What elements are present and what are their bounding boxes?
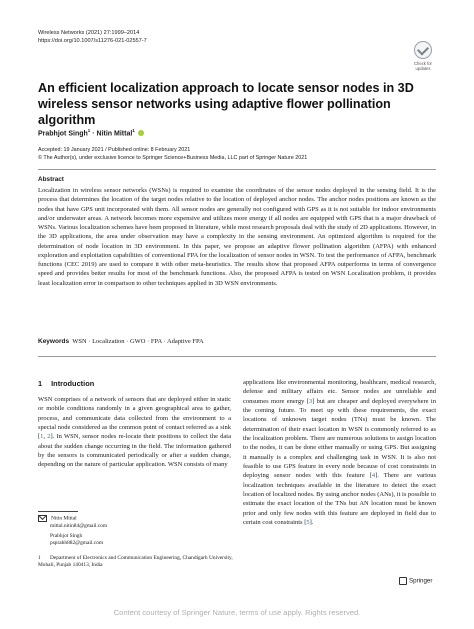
section-number: 1 bbox=[38, 379, 43, 388]
divider bbox=[38, 169, 436, 170]
coauthor-contact bbox=[38, 533, 103, 548]
copyright-line: © The Author(s), under exclusive licence to Springer Science+Business Media, LLC part of Springer Nature 2021 bbox=[38, 155, 308, 161]
body-text: applications like environmental monitoring, healthcare, medical research, defense and military affairs etc. Sensor nodes are unreliable and consumes more energy [ bbox=[243, 379, 436, 405]
author-separator: · bbox=[90, 130, 97, 138]
body-text: ]. In WSN, sensor nodes re-locate their positions to collect the data about the sudden change occurring in the field. The information gathered by the sensors is communicated periodically or after a sudden change, depending on the nature of particular application. WSN consists of many bbox=[38, 433, 232, 469]
doi-link[interactable]: https://doi.org/10.1007/s11276-021-02557-7 bbox=[38, 38, 147, 44]
affiliation-marker: 1 bbox=[132, 128, 135, 133]
paper-title: An efficient localization approach to locate sensor nodes in 3D wireless sensor networks using adaptive flower pollination algorithm bbox=[38, 81, 414, 127]
affiliation-number: 1 bbox=[38, 555, 41, 561]
affiliation-marker: 1 bbox=[87, 128, 91, 133]
body-text: ]. There are various localization techniques available in the literature to detect the exact location of localized nodes. By using anchor nodes (ANs), it is possible to estimate the exact location of the TNs but AN location must be known prior and only few nodes with this feature are deployed in field due to certain cost constraints [ bbox=[243, 472, 436, 527]
coauthor-email[interactable]: psprabh882@gmail.com bbox=[50, 540, 104, 547]
check-updates-line1: Check for bbox=[414, 61, 432, 66]
author-name[interactable]: Prabhjot Singh bbox=[38, 130, 88, 138]
author-name[interactable]: Nitin Mittal bbox=[96, 130, 133, 138]
body-column-right bbox=[243, 378, 436, 528]
check-for-updates-button[interactable] bbox=[406, 41, 440, 71]
author-list bbox=[38, 126, 144, 138]
keywords bbox=[38, 338, 204, 345]
body-text: ]. bbox=[309, 519, 314, 527]
section-title: Introduction bbox=[51, 379, 95, 388]
check-updates-line2: updates bbox=[415, 66, 431, 71]
section-heading bbox=[38, 379, 94, 388]
orcid-icon[interactable] bbox=[138, 130, 144, 136]
body-text: WSN comprises of a network of sensors that are deployed either in static or mobile conditions randomly in a given geographical area to gather, process, and communicate data collected from the environment to a special node considered as the common point of contact referred as a sink [ bbox=[38, 396, 231, 441]
abstract-text: Localization in wireless sensor networks (WSNs) is required to examine the coordinates of the sensor nodes deployed in the sensing field. It is the process that determines the location of the target nodes relative to the location of deployed anchor nodes. The anchor nodes positions are known as the nodes that have GPS unit incorporated with them. All sensor nodes are generally not configured with GPS as it is not suitable for indoor environments and/or underwater areas. A network becomes more expensive and utilizes more energy if all nodes are equipped with GPS that is a major drawback of WSNs. Various localization schemes have been proposed in literature, while most research proposals deal with the study of 2D applications. However, in the 3D applications, the area under observation may have a complexity in the sensing environment. An optimized algorithm is required for the determination of node location in 3D environment. In this paper, we propose an adaptive flower pollination algorithm (AFPA) with enhanced exploration and exploitation capabilities of conventional FPA for the localization of sensor nodes in WSN. To test the performance of AFPA, benchmark functions (CEC 2019) are used to compare it with other meta-heuristics. The results show that proposed AFPA outperforms in terms of convergence speed and provides better results for most of the benchmark functions. Also, the proposed AFPA is tested on WSN Localization problem, it provides least localization error in comparison to other techniques applied in 3D WSN environments. bbox=[38, 187, 437, 287]
keywords-label: Keywords bbox=[38, 338, 70, 345]
publisher-name: Springer bbox=[409, 577, 433, 585]
corr-name: Nitin Mittal bbox=[51, 515, 77, 522]
footnote-divider bbox=[38, 511, 78, 512]
affiliation-text: Department of Electronics and Communication Engineering, Chandigarh University, Mohali, Punjab 140413, India bbox=[38, 555, 233, 569]
springer-logo bbox=[399, 577, 432, 585]
citation-link[interactable]: 3 bbox=[308, 397, 313, 405]
keywords-list: WSN · Localization · GWO · FPA · Adaptive FPA bbox=[72, 338, 204, 345]
publication-dates bbox=[38, 146, 307, 162]
citation-link[interactable]: 5 bbox=[306, 519, 310, 527]
abstract-heading: Abstract bbox=[38, 176, 64, 183]
body-column-left bbox=[38, 395, 231, 470]
citation-link[interactable]: 1 bbox=[40, 433, 44, 441]
journal-citation: Wireless Networks (2021) 27:1999–2014 bbox=[38, 30, 140, 36]
envelope-icon bbox=[38, 515, 47, 522]
citation-link[interactable]: 4 bbox=[371, 472, 376, 480]
divider bbox=[38, 356, 436, 357]
springer-horse-icon bbox=[399, 577, 407, 585]
date-line: Accepted: 19 January 2021 / Published online: 8 February 2021 bbox=[38, 147, 191, 153]
corr-email[interactable]: mittal.nitin84@gmail.com bbox=[50, 523, 108, 530]
affiliation bbox=[38, 555, 234, 570]
corresponding-author bbox=[38, 515, 107, 531]
coauthor-name: Prabhjot Singh bbox=[50, 533, 83, 539]
body-text: ] but are cheaper and deployed everywhere in the coming future. To meet up with these requirements, the exact locations of unknown target nodes (TNs) must be known. The determination of their exact location in WSN is commonly referred to as the localization problem. There are numerous solutions to assign location to the nodes, it can be done either manually or using GPS. But assigning it manually is a complex and challenging task in WSN. It is also not feasible to use GPS feature in every node because of cost constraints in deploying sensor nodes with this feature [ bbox=[243, 397, 436, 480]
body-text: , bbox=[43, 433, 48, 441]
courtesy-notice: Content courtesy of Springer Nature, terms of use apply. Rights reserved. bbox=[113, 608, 361, 617]
citation-link[interactable]: 2 bbox=[47, 433, 51, 441]
check-updates-icon bbox=[414, 41, 432, 59]
